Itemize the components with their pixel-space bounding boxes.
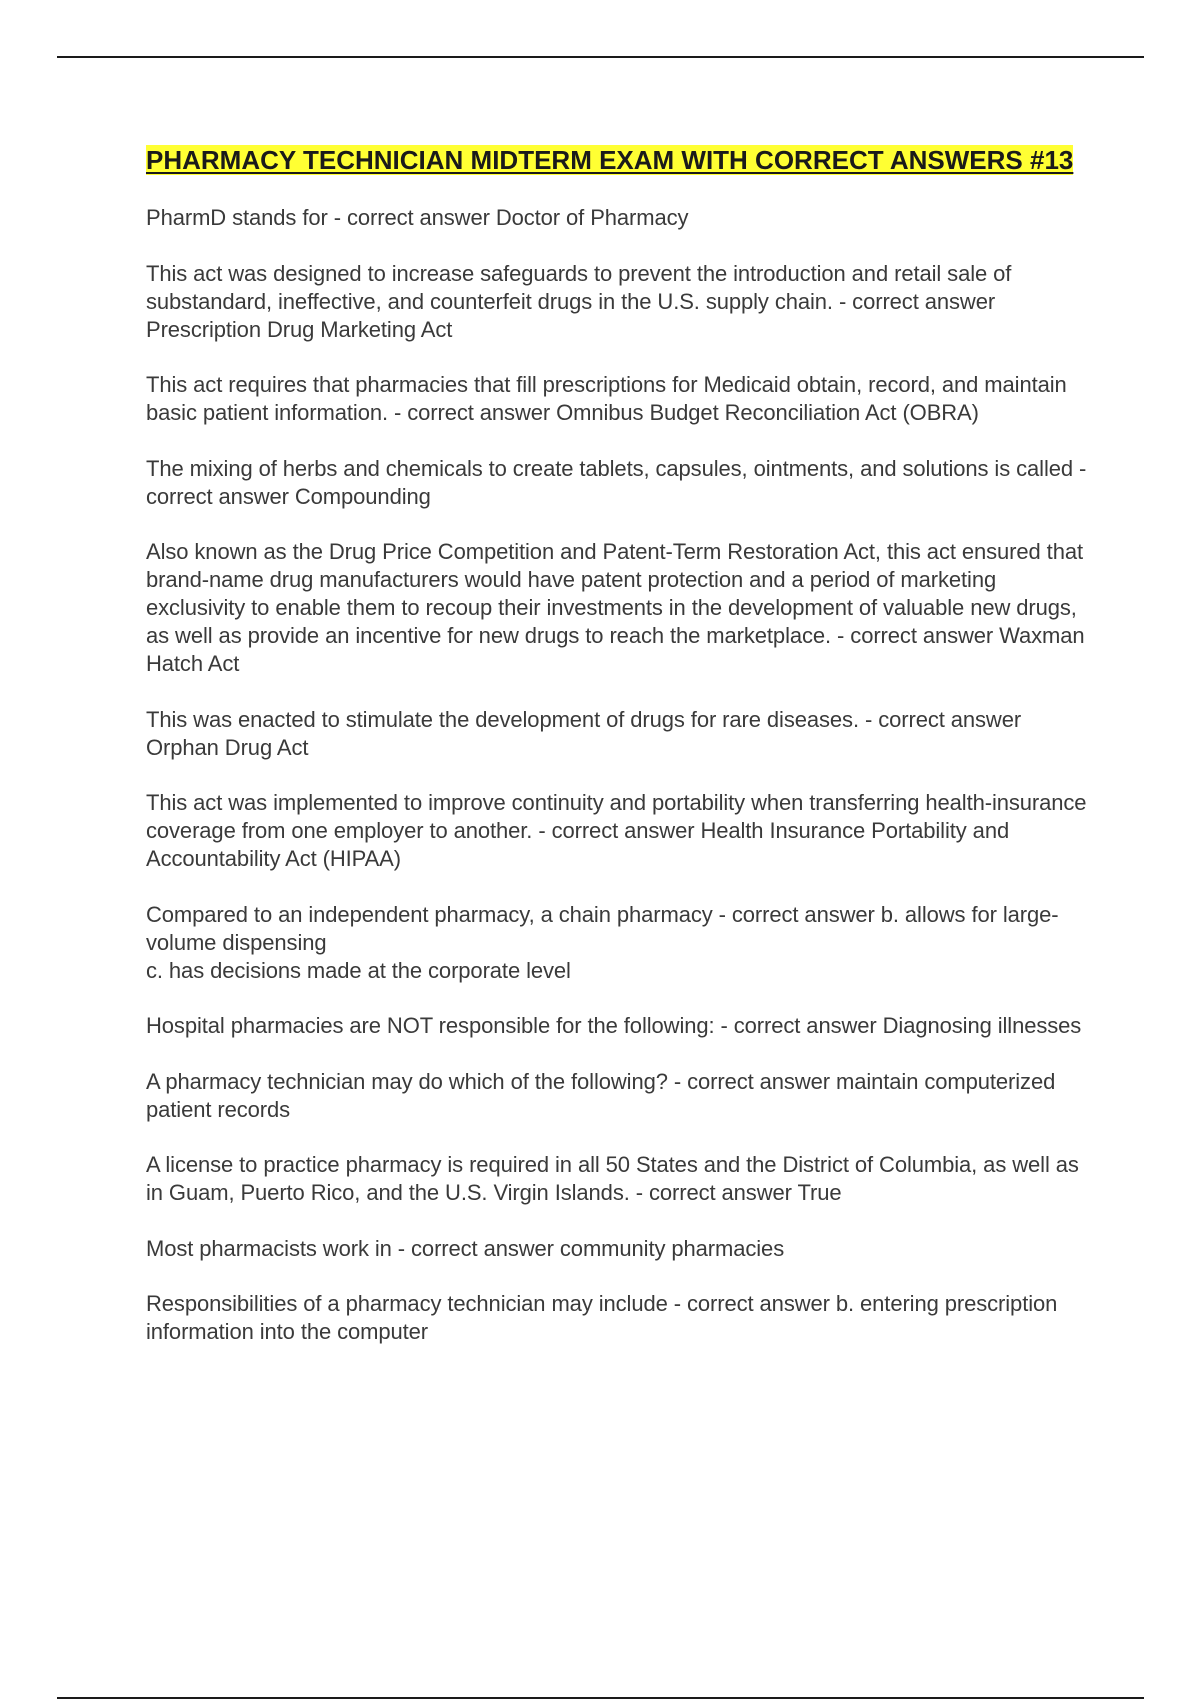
- qa-item: [146, 371, 1091, 427]
- qa-text: The mixing of herbs and chemicals to create tablets, capsules, ointments, and solutions is called - correct answer Compounding: [146, 455, 1087, 509]
- qa-text: This act was designed to increase safeguards to prevent the introduction and retail sale of substandard, ineffective, and counterfeit drugs in the U.S. supply chain. - correct answer Prescription Drug Marketing Act: [146, 260, 1012, 342]
- qa-extra-answer: c. has decisions made at the corporate level: [146, 957, 571, 983]
- qa-text: Responsibilities of a pharmacy technician may include - correct answer b. entering prescription information into the computer: [146, 1291, 1058, 1344]
- qa-item: [146, 1012, 1091, 1040]
- title-highlight: PHARMACY TECHNICIAN MIDTERM EXAM WITH CORRECT ANSWERS #13: [146, 145, 1074, 175]
- qa-text: Most pharmacists work in - correct answer community pharmacies: [146, 1235, 785, 1261]
- qa-text: A pharmacy technician may do which of the following? - correct answer maintain computerized patient records: [146, 1068, 1056, 1122]
- qa-text: Hospital pharmacies are NOT responsible for the following: - correct answer Diagnosing illnesses: [146, 1013, 1082, 1038]
- qa-item: [146, 1235, 1091, 1263]
- qa-text: This was enacted to stimulate the development of drugs for rare diseases. - correct answer Orphan Drug Act: [146, 706, 1022, 760]
- document-body: [146, 144, 1091, 1374]
- qa-item: [146, 1151, 1091, 1207]
- document-title: [146, 144, 1091, 176]
- qa-item: [146, 901, 1091, 985]
- qa-text: This act requires that pharmacies that fill prescriptions for Medicaid obtain, record, and maintain basic patient information. - correct answer Omnibus Budget Reconciliation Act (OBRA): [146, 372, 1067, 425]
- qa-text: PharmD stands for - correct answer Doctor of Pharmacy: [146, 205, 689, 230]
- qa-item: [146, 1068, 1091, 1124]
- qa-text: Compared to an independent pharmacy, a chain pharmacy - correct answer b. allows for large-volume dispensing: [146, 901, 1059, 955]
- qa-text: A license to practice pharmacy is required in all 50 States and the District of Columbia, as well as in Guam, Puerto Rico, and the U.S. Virgin Islands. - correct answer True: [146, 1152, 1079, 1205]
- top-rule: [57, 56, 1144, 58]
- qa-item: [146, 455, 1091, 511]
- qa-item: [146, 204, 1091, 232]
- qa-text: Also known as the Drug Price Competition and Patent-Term Restoration Act, this act ensured that brand-name drug manufacturers would have patent protection and a period of marketing exclusivity to enable them to recoup their investments in the development of valuable new drugs, as well as provide an incentive for new drugs to reach the marketplace. - correct answer Waxman Hatch Act: [146, 539, 1085, 676]
- qa-item: [146, 706, 1091, 762]
- qa-item: [146, 260, 1091, 344]
- qa-text: This act was implemented to improve continuity and portability when transferring health-insurance coverage from one employer to another. - correct answer Health Insurance Portability and Accountability Act (HIPAA): [146, 790, 1087, 871]
- qa-list: [146, 204, 1091, 1346]
- qa-item: [146, 789, 1091, 873]
- qa-item: [146, 538, 1091, 678]
- qa-item: [146, 1290, 1091, 1346]
- bottom-rule: [57, 1697, 1144, 1699]
